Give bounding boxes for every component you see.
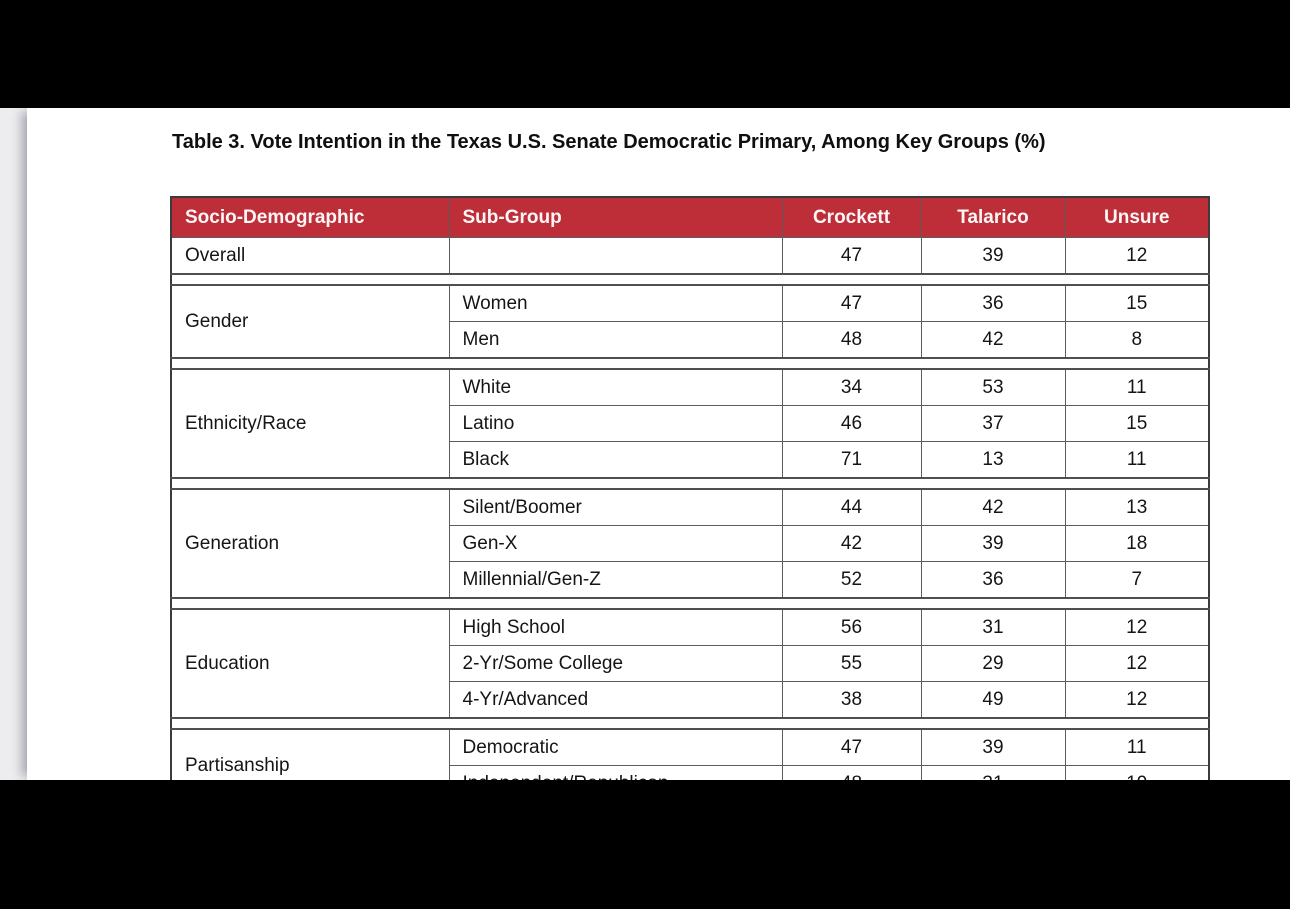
value-cell-crockett: 55	[782, 646, 921, 682]
value-cell-unsure: 15	[1065, 285, 1209, 322]
header-cell-unsure: Unsure	[1065, 197, 1209, 238]
value-cell-unsure: 12	[1065, 238, 1209, 275]
value-cell-crockett: 71	[782, 442, 921, 479]
value-cell-crockett: 48	[782, 322, 921, 359]
value-cell-unsure: 11	[1065, 369, 1209, 406]
group-label-cell: Partisanship	[171, 729, 449, 802]
letterbox-top	[0, 0, 1290, 108]
value-cell-talarico: 31	[921, 609, 1065, 646]
value-cell-crockett: 34	[782, 369, 921, 406]
table-title: Table 3. Vote Intention in the Texas U.S. Senate Democratic Primary, Among Key Groups (%)	[172, 131, 1046, 153]
section-spacer-row	[171, 274, 1209, 285]
value-cell-talarico: 13	[921, 442, 1065, 479]
header-cell-sub-group: Sub-Group	[449, 197, 782, 238]
value-cell-crockett: 42	[782, 526, 921, 562]
letterbox-bottom	[0, 780, 1290, 909]
group-label-cell: Overall	[171, 238, 449, 275]
subgroup-cell	[449, 238, 782, 275]
subgroup-cell: 2-Yr/Some College	[449, 646, 782, 682]
value-cell-crockett: 44	[782, 489, 921, 526]
value-cell-unsure: 8	[1065, 322, 1209, 359]
subgroup-cell: Women	[449, 285, 782, 322]
section-spacer-row	[171, 358, 1209, 369]
subgroup-cell: Silent/Boomer	[449, 489, 782, 526]
value-cell-unsure: 12	[1065, 646, 1209, 682]
value-cell-talarico: 39	[921, 526, 1065, 562]
group-label-cell: Ethnicity/Race	[171, 369, 449, 478]
subgroup-cell: Millennial/Gen-Z	[449, 562, 782, 599]
subgroup-cell: White	[449, 369, 782, 406]
table-row-high-school	[171, 609, 1209, 646]
table-row-overall	[171, 238, 1209, 275]
section-spacer-row	[171, 718, 1209, 729]
subgroup-cell: Latino	[449, 406, 782, 442]
value-cell-talarico: 29	[921, 646, 1065, 682]
value-cell-unsure: 13	[1065, 489, 1209, 526]
value-cell-talarico: 53	[921, 369, 1065, 406]
value-cell-unsure: 18	[1065, 526, 1209, 562]
value-cell-talarico: 42	[921, 489, 1065, 526]
subgroup-cell: Black	[449, 442, 782, 479]
table-row-white	[171, 369, 1209, 406]
group-label-cell: Generation	[171, 489, 449, 598]
group-label-cell: Gender	[171, 285, 449, 358]
subgroup-cell: Gen-X	[449, 526, 782, 562]
table-row-women	[171, 285, 1209, 322]
subgroup-cell: Men	[449, 322, 782, 359]
header-cell-crockett: Crockett	[782, 197, 921, 238]
group-label-cell: Education	[171, 609, 449, 718]
table-row-democratic	[171, 729, 1209, 766]
document-page	[27, 108, 1290, 780]
value-cell-talarico: 39	[921, 238, 1065, 275]
header-cell-socio-demographic: Socio-Demographic	[171, 197, 449, 238]
section-spacer-row	[171, 598, 1209, 609]
vote-intention-table	[170, 196, 1210, 803]
value-cell-unsure: 7	[1065, 562, 1209, 599]
value-cell-talarico: 42	[921, 322, 1065, 359]
subgroup-cell: Democratic	[449, 729, 782, 766]
subgroup-cell: 4-Yr/Advanced	[449, 682, 782, 719]
section-spacer-row	[171, 478, 1209, 489]
value-cell-talarico: 36	[921, 562, 1065, 599]
value-cell-talarico: 37	[921, 406, 1065, 442]
value-cell-crockett: 47	[782, 729, 921, 766]
value-cell-unsure: 12	[1065, 682, 1209, 719]
value-cell-crockett: 38	[782, 682, 921, 719]
value-cell-crockett: 46	[782, 406, 921, 442]
value-cell-talarico: 39	[921, 729, 1065, 766]
subgroup-cell: High School	[449, 609, 782, 646]
viewer-background	[0, 108, 1290, 780]
value-cell-unsure: 11	[1065, 729, 1209, 766]
value-cell-crockett: 56	[782, 609, 921, 646]
value-cell-crockett: 47	[782, 238, 921, 275]
value-cell-unsure: 15	[1065, 406, 1209, 442]
table-row-silent-boomer	[171, 489, 1209, 526]
value-cell-crockett: 47	[782, 285, 921, 322]
value-cell-unsure: 12	[1065, 609, 1209, 646]
value-cell-talarico: 36	[921, 285, 1065, 322]
header-cell-talarico: Talarico	[921, 197, 1065, 238]
header-row	[171, 197, 1209, 238]
value-cell-crockett: 52	[782, 562, 921, 599]
value-cell-talarico: 49	[921, 682, 1065, 719]
value-cell-unsure: 11	[1065, 442, 1209, 479]
